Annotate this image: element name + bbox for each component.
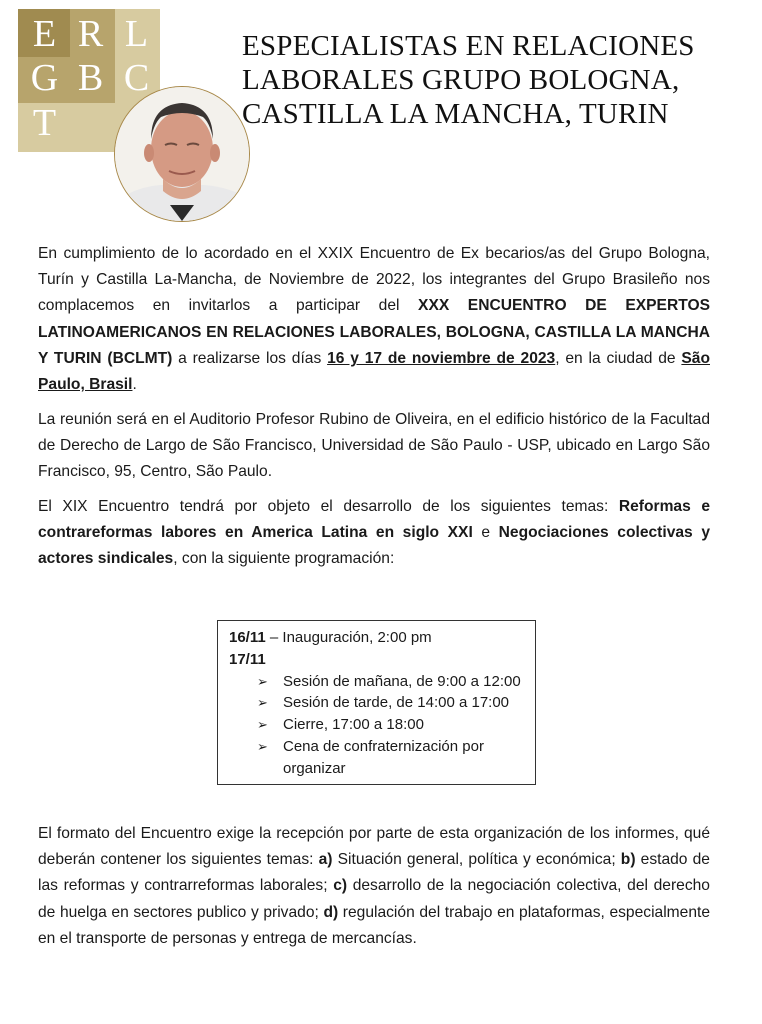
page-title bbox=[242, 29, 742, 131]
logo-letter: L bbox=[124, 13, 149, 55]
arrow-bullet-icon: ➢ bbox=[257, 673, 268, 689]
paragraph-invitation bbox=[38, 241, 710, 398]
text: El XIX Encuentro tendrá por objeto el desarrollo de los siguientes temas: bbox=[38, 498, 619, 515]
text: Situación general, política y económica; bbox=[332, 851, 621, 869]
text: En cumplimiento de lo acordado en el XXIX Encuentro de Ex becarios/as del Grupo Bologna, Turín y Castilla La-Mancha, de Noviembre de 2022, los integrantes del Grupo Brasileño nos complacemos en invitarlos a participar del bbox=[38, 245, 710, 315]
text: estado de las reformas y contrarreformas laborales; bbox=[38, 851, 710, 895]
schedule-box bbox=[217, 620, 536, 785]
logo-letter: C bbox=[123, 57, 150, 99]
logo-letter: E bbox=[32, 13, 57, 55]
schedule-item bbox=[257, 671, 535, 693]
event-city: São Paulo, Brasil bbox=[38, 349, 710, 394]
logo-letter: B bbox=[77, 57, 104, 99]
schedule-list bbox=[229, 671, 535, 780]
item-text: Cena de confraternización por organizar bbox=[283, 737, 484, 777]
day-text: – Inauguración, 2:00 pm bbox=[265, 629, 432, 646]
item-marker: b) bbox=[620, 851, 636, 869]
day-label: 16/11 bbox=[229, 629, 266, 646]
logo-letter: R bbox=[77, 13, 104, 55]
paragraph-report-format bbox=[38, 821, 710, 952]
day-label: 17/11 bbox=[229, 650, 266, 668]
portrait-photo bbox=[114, 86, 250, 222]
item-text: Sesión de mañana, de 9:00 a 12:00 bbox=[283, 672, 521, 690]
item-text: Sesión de tarde, de 14:00 a 17:00 bbox=[283, 694, 510, 712]
schedule-item bbox=[257, 692, 535, 714]
schedule-item bbox=[257, 714, 535, 736]
item-text: Cierre, 17:00 a 18:00 bbox=[283, 716, 424, 734]
topic-2: Negociaciones colectivas y actores sindicales bbox=[38, 524, 710, 568]
text: regulación del trabajo en plataformas, especialmente en el transporte de personas y entrega de mercancías. bbox=[38, 903, 711, 947]
text: a realizarse los días bbox=[172, 349, 328, 367]
schedule-day-1 bbox=[229, 627, 535, 649]
text: El formato del Encuentro exige la recepción por parte de esta organización de los informes, qué deberán contener los siguientes temas: bbox=[38, 825, 710, 869]
arrow-bullet-icon: ➢ bbox=[257, 695, 268, 711]
text: . bbox=[132, 376, 137, 394]
schedule-item bbox=[257, 736, 503, 780]
text: , con la siguiente programación: bbox=[173, 550, 395, 568]
arrow-bullet-icon: ➢ bbox=[257, 717, 268, 733]
paragraph-venue: La reunión será en el Auditorio Profesor Rubino de Oliveira, en el edificio histórico de la Facultad de Derecho de Largo de São Francisco, Universidad de São Paulo - USP, ubicado en Largo São Francisco, 95, Centro, São Paulo. bbox=[38, 411, 710, 481]
event-dates: 16 y 17 de noviembre de 2023 bbox=[327, 349, 556, 367]
text: desarrollo de la negociación colectiva, del derecho de huelga en sectores publico y privado; bbox=[38, 877, 710, 921]
item-marker: d) bbox=[323, 903, 339, 921]
paragraph-topics bbox=[38, 494, 710, 573]
schedule-day-2 bbox=[229, 649, 535, 671]
text: e bbox=[472, 524, 499, 542]
event-name: XXX ENCUENTRO DE EXPERTOS LATINOAMERICANOS EN RELACIONES LABORALES, BOLOGNA, CASTILLA LA MANCHA Y TURIN (BCLMT) bbox=[38, 297, 710, 367]
topic-1: Reformas e contrareformas labores en America Latina en siglo XXI bbox=[38, 498, 710, 542]
title-line: ESPECIALISTAS EN RELACIONES bbox=[242, 30, 695, 62]
item-marker: a) bbox=[318, 851, 333, 869]
portrait-illustration bbox=[115, 87, 249, 221]
logo-letter: T bbox=[32, 102, 57, 144]
logo-letter: G bbox=[30, 57, 59, 99]
title-line: LABORALES GRUPO BOLOGNA, bbox=[242, 64, 680, 96]
text: , en la ciudad de bbox=[555, 349, 682, 367]
title-line: CASTILLA LA MANCHA, TURIN bbox=[242, 98, 669, 130]
item-marker: c) bbox=[333, 877, 348, 895]
arrow-bullet-icon: ➢ bbox=[257, 738, 268, 754]
